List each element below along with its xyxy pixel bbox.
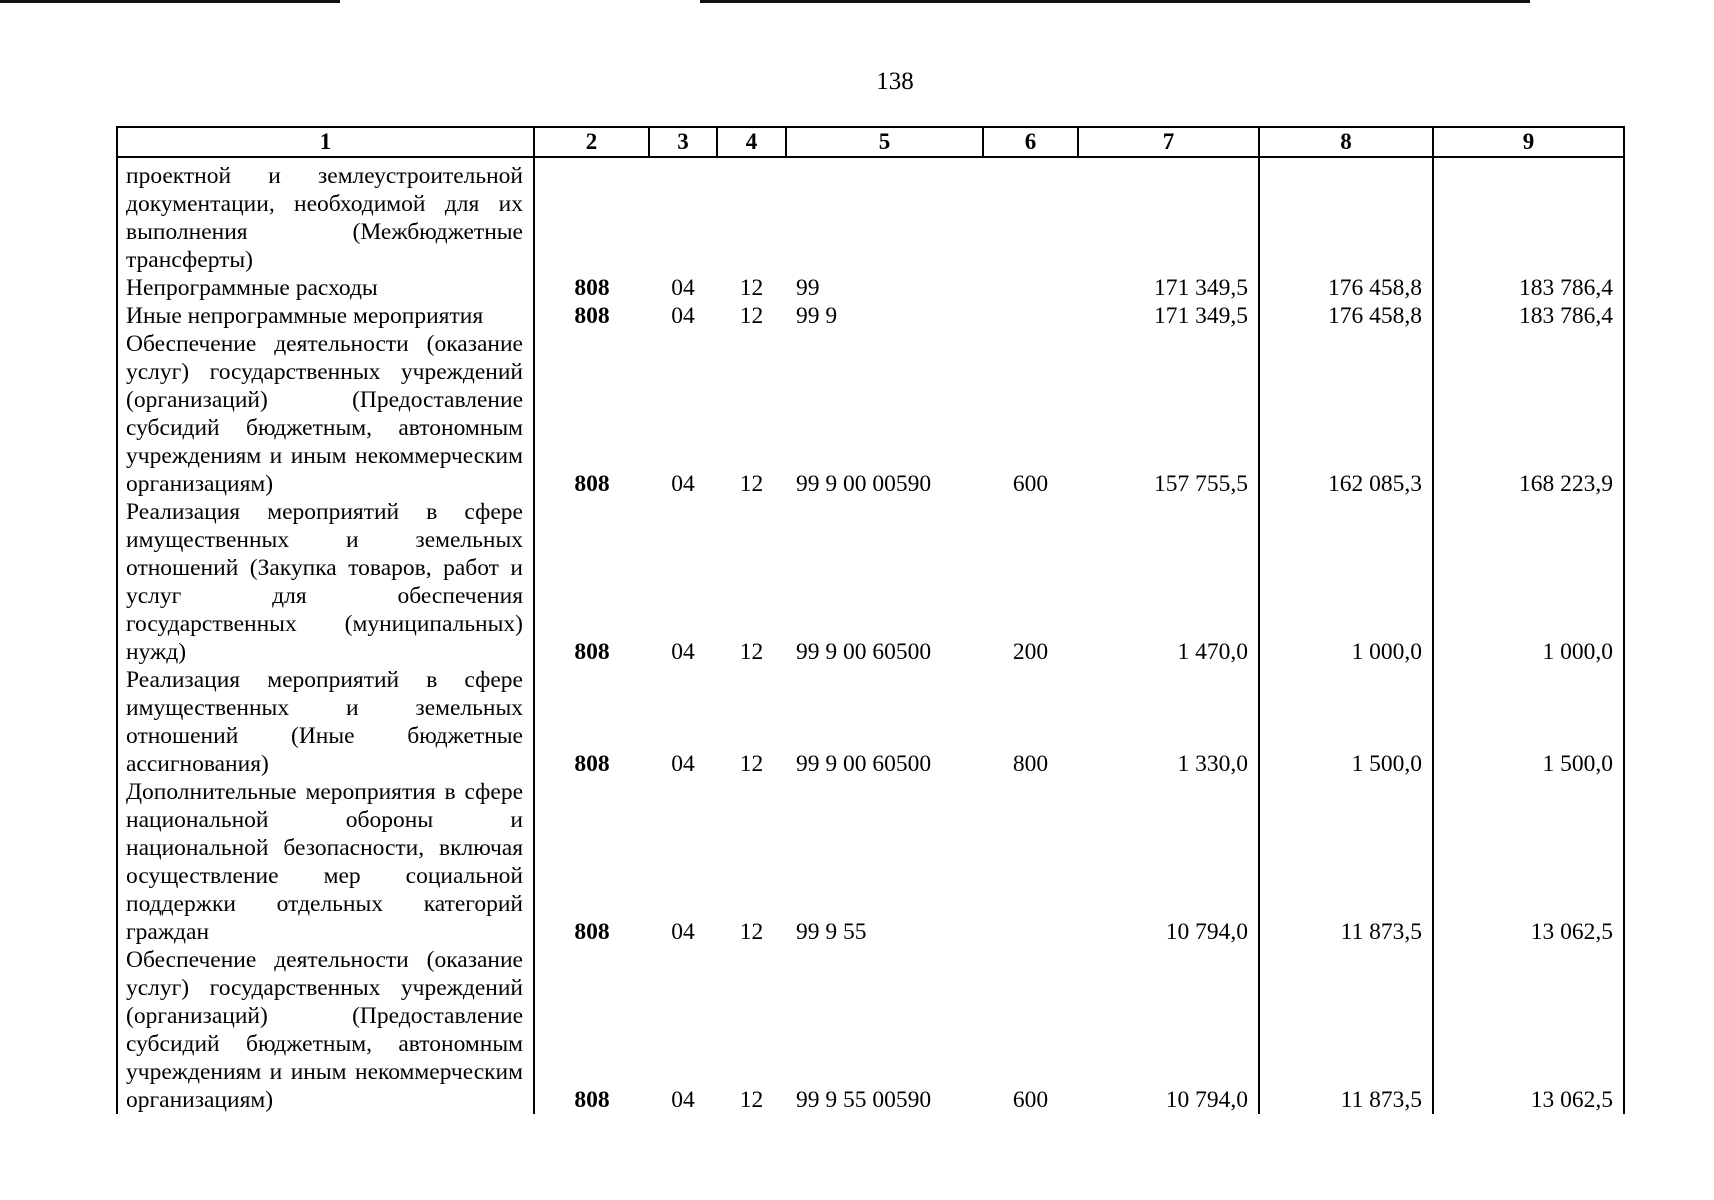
cell-year1 xyxy=(1078,157,1259,274)
cell-year2: 1 000,0 xyxy=(1259,498,1433,666)
cell-pr: 12 xyxy=(739,275,764,301)
cell-year1: 10 794,0 xyxy=(1078,946,1259,1114)
table-row xyxy=(117,302,1624,330)
cell-vr xyxy=(983,157,1078,274)
table-row xyxy=(117,330,1624,498)
cell-pr: 12 xyxy=(739,639,764,665)
cell-year3: 13 062,5 xyxy=(1433,946,1624,1114)
cell-year3: 1 500,0 xyxy=(1433,666,1624,778)
cell-gr: 808 xyxy=(574,303,610,329)
column-header-4: 4 xyxy=(717,127,786,157)
cell-year2: 11 873,5 xyxy=(1259,946,1433,1114)
cell-gr: 808 xyxy=(574,751,610,777)
table-row xyxy=(117,157,1624,274)
cell-year2: 1 500,0 xyxy=(1259,666,1433,778)
scan-edge-right xyxy=(700,0,1530,3)
scan-edge-left xyxy=(0,0,340,3)
row-name: проектной и землеустроительной документации, необходимой для их выполнения (Межбюджетные трансферты) xyxy=(117,157,534,274)
cell-year3: 13 062,5 xyxy=(1433,778,1624,946)
cell-rz: 04 xyxy=(671,275,695,301)
cell-year2: 162 085,3 xyxy=(1259,330,1433,498)
table-row xyxy=(117,498,1624,666)
cell-year3: 168 223,9 xyxy=(1433,330,1624,498)
table-row xyxy=(117,946,1624,1114)
cell-pr xyxy=(717,157,786,274)
cell-year3: 1 000,0 xyxy=(1433,498,1624,666)
column-header-7: 7 xyxy=(1078,127,1259,157)
cell-vr: 600 xyxy=(1012,471,1049,497)
cell-cs: 99 xyxy=(796,275,820,301)
cell-year1: 171 349,5 xyxy=(1078,302,1259,330)
row-name: Иные непрограммные мероприятия xyxy=(117,302,534,330)
cell-cs: 99 9 00 00590 xyxy=(796,471,932,497)
table-row xyxy=(117,666,1624,778)
column-header-9: 9 xyxy=(1433,127,1624,157)
cell-year3: 183 786,4 xyxy=(1433,302,1624,330)
cell-year2: 176 458,8 xyxy=(1259,274,1433,302)
cell-year2 xyxy=(1259,157,1433,274)
cell-pr: 12 xyxy=(739,303,764,329)
row-name: Дополнительные мероприятия в сфере национальной обороны и национальной безопасности, включая осуществление мер социальной поддержки отдельных категорий граждан xyxy=(117,778,534,946)
cell-vr xyxy=(983,274,1078,302)
cell-cs: 99 9 00 60500 xyxy=(796,751,932,777)
cell-pr: 12 xyxy=(739,1087,764,1113)
cell-cs: 99 9 55 xyxy=(796,919,867,945)
cell-rz: 04 xyxy=(671,1087,695,1113)
column-header-8: 8 xyxy=(1259,127,1433,157)
table-header xyxy=(117,127,1624,157)
cell-cs: 99 9 00 60500 xyxy=(796,639,932,665)
cell-pr: 12 xyxy=(739,471,764,497)
cell-year1: 171 349,5 xyxy=(1078,274,1259,302)
cell-cs: 99 9 xyxy=(796,303,838,329)
column-header-2: 2 xyxy=(534,127,649,157)
cell-year2: 176 458,8 xyxy=(1259,302,1433,330)
row-name: Обеспечение деятельности (оказание услуг) государственных учреждений (организаций) (Предоставление субсидий бюджетным, автономным учреждениям и иным некоммерческим организациям) xyxy=(117,946,534,1114)
cell-year1: 1 330,0 xyxy=(1078,666,1259,778)
budget-table xyxy=(116,126,1625,1114)
cell-cs: 99 9 55 00590 xyxy=(796,1087,932,1113)
cell-year1: 157 755,5 xyxy=(1078,330,1259,498)
cell-vr: 200 xyxy=(1012,639,1049,665)
row-name: Непрограммные расходы xyxy=(117,274,534,302)
cell-pr: 12 xyxy=(739,919,764,945)
column-header-3: 3 xyxy=(649,127,717,157)
cell-gr: 808 xyxy=(574,275,610,301)
cell-vr: 800 xyxy=(1012,751,1049,777)
cell-vr: 600 xyxy=(1012,1087,1049,1113)
cell-rz: 04 xyxy=(671,303,695,329)
table-row xyxy=(117,274,1624,302)
cell-year3: 183 786,4 xyxy=(1433,274,1624,302)
page-number: 138 xyxy=(876,68,914,95)
cell-gr: 808 xyxy=(574,471,610,497)
table-row xyxy=(117,778,1624,946)
row-name: Обеспечение деятельности (оказание услуг) государственных учреждений (организаций) (Предоставление субсидий бюджетным, автономным учреждениям и иным некоммерческим организациям) xyxy=(117,330,534,498)
cell-gr xyxy=(534,157,649,274)
cell-rz xyxy=(649,157,717,274)
cell-year3 xyxy=(1433,157,1624,274)
cell-year2: 11 873,5 xyxy=(1259,778,1433,946)
cell-gr: 808 xyxy=(574,639,610,665)
column-header-1: 1 xyxy=(117,127,534,157)
header-row xyxy=(117,127,1624,157)
cell-gr: 808 xyxy=(574,919,610,945)
cell-pr: 12 xyxy=(739,751,764,777)
column-header-5: 5 xyxy=(786,127,983,157)
row-name: Реализация мероприятий в сфере имущественных и земельных отношений (Закупка товаров, работ и услуг для обеспечения государственных (муниципальных) нужд) xyxy=(117,498,534,666)
column-header-6: 6 xyxy=(983,127,1078,157)
cell-year1: 10 794,0 xyxy=(1078,778,1259,946)
cell-rz: 04 xyxy=(671,471,695,497)
cell-vr xyxy=(983,302,1078,330)
table-body xyxy=(117,157,1624,1114)
row-name: Реализация мероприятий в сфере имущественных и земельных отношений (Иные бюджетные ассигнования) xyxy=(117,666,534,778)
cell-vr xyxy=(983,778,1078,946)
cell-rz: 04 xyxy=(671,751,695,777)
cell-rz: 04 xyxy=(671,919,695,945)
cell-rz: 04 xyxy=(671,639,695,665)
cell-cs xyxy=(786,157,983,274)
cell-year1: 1 470,0 xyxy=(1078,498,1259,666)
cell-gr: 808 xyxy=(574,1087,610,1113)
